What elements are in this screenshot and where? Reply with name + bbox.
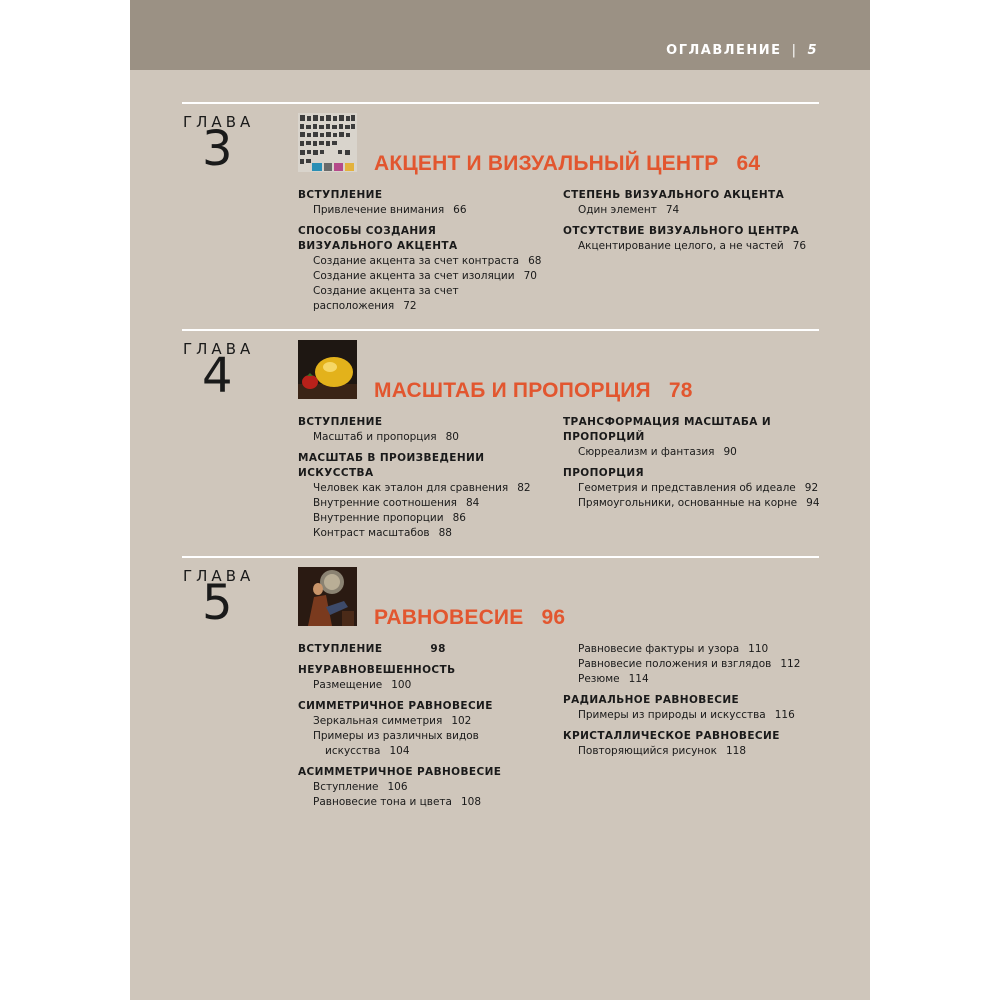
toc-entry[interactable]: Один элемент 74 bbox=[578, 204, 680, 216]
toc-entry[interactable]: Повторяющийся рисунок 118 bbox=[578, 745, 746, 757]
running-head-separator: | bbox=[791, 43, 798, 58]
toc-entry[interactable]: Равновесие положения и взглядов 112 bbox=[578, 658, 801, 670]
toc-entry[interactable]: Внутренние пропорции 86 bbox=[313, 512, 466, 524]
toc-entry[interactable]: Зеркальная симметрия 102 bbox=[313, 715, 472, 727]
toc-section[interactable]: АСИММЕТРИЧНОЕ РАВНОВЕСИЕ bbox=[298, 766, 502, 778]
toc-entry[interactable]: Привлечение внимания 66 bbox=[313, 204, 467, 216]
chapter-page: 78 bbox=[668, 379, 693, 402]
toc-column-left bbox=[298, 415, 558, 541]
toc-entry[interactable]: Геометрия и представления об идеале 92 bbox=[578, 482, 819, 494]
chapter-divider bbox=[182, 102, 819, 104]
toc-section[interactable]: РАДИАЛЬНОЕ РАВНОВЕСИЕ bbox=[563, 694, 740, 706]
toc-entry[interactable]: Равновесие тона и цвета 108 bbox=[313, 796, 482, 808]
toc-entry[interactable]: Создание акцента за счет контраста 68 bbox=[313, 255, 542, 267]
chapter-title[interactable] bbox=[374, 152, 760, 176]
toc-entry[interactable]: Размещение 100 bbox=[313, 679, 412, 691]
chapter-title-text: РАВНОВЕСИЕ bbox=[374, 606, 524, 629]
toc-entry[interactable]: Создание акцента за счет расположения 72 bbox=[313, 285, 459, 312]
chapter-thumbnail bbox=[298, 113, 357, 172]
toc-entry[interactable]: Примеры из природы и искусства 116 bbox=[578, 709, 795, 721]
chapter-title-text: МАСШТАБ И ПРОПОРЦИЯ bbox=[374, 379, 651, 402]
chapter-label: ГЛАВА bbox=[183, 340, 255, 358]
toc-section[interactable]: ТРАНСФОРМАЦИЯ МАСШТАБА И ПРОПОРЦИЙ bbox=[563, 416, 772, 443]
toc-section[interactable]: СТЕПЕНЬ ВИЗУАЛЬНОГО АКЦЕНТА bbox=[563, 189, 785, 201]
toc-entry[interactable]: Акцентирование целого, а не частей 76 bbox=[578, 240, 807, 252]
toc-column-left bbox=[298, 642, 558, 810]
toc-entry[interactable]: Вступление 106 bbox=[313, 781, 408, 793]
chapter-title[interactable] bbox=[374, 606, 565, 630]
page-number: 5 bbox=[807, 43, 818, 58]
toc-column-right bbox=[563, 188, 823, 254]
toc-entry[interactable]: Примеры из различных видов bbox=[313, 730, 479, 742]
running-head bbox=[666, 43, 818, 58]
running-head-title: ОГЛАВЛЕНИЕ bbox=[666, 43, 782, 58]
page-header-bar bbox=[130, 0, 870, 70]
toc-section[interactable]: ВСТУПЛЕНИЕ 98 bbox=[298, 643, 446, 655]
chapter-title[interactable] bbox=[374, 379, 693, 403]
toc-section[interactable]: ОТСУТСТВИЕ ВИЗУАЛЬНОГО ЦЕНТРА bbox=[563, 225, 800, 237]
toc-entry-continuation[interactable]: искусства 104 bbox=[325, 745, 410, 757]
chapter-thumbnail bbox=[298, 567, 357, 626]
toc-entry[interactable]: Сюрреализм и фантазия 90 bbox=[578, 446, 737, 458]
toc-section[interactable]: ПРОПОРЦИЯ bbox=[563, 467, 645, 479]
toc-entry[interactable]: Контраст масштабов 88 bbox=[313, 527, 452, 539]
toc-entry[interactable]: Прямоугольники, основанные на корне 94 bbox=[578, 497, 820, 509]
toc-entry[interactable]: Равновесие фактуры и узора 110 bbox=[578, 643, 769, 655]
toc-entry[interactable]: Масштаб и пропорция 80 bbox=[313, 431, 459, 443]
toc-column-right bbox=[563, 415, 823, 511]
toc-column-right bbox=[563, 642, 823, 759]
book-page bbox=[130, 0, 870, 1000]
chapter-page: 96 bbox=[541, 606, 566, 629]
toc-section[interactable]: СПОСОБЫ СОЗДАНИЯ ВИЗУАЛЬНОГО АКЦЕНТА bbox=[298, 225, 458, 252]
chapter-number: 3 bbox=[202, 121, 233, 177]
toc-section[interactable]: КРИСТАЛЛИЧЕСКОЕ РАВНОВЕСИЕ bbox=[563, 730, 780, 742]
chapter-page: 64 bbox=[736, 152, 761, 175]
chapter-title-text: АКЦЕНТ И ВИЗУАЛЬНЫЙ ЦЕНТР bbox=[374, 152, 719, 175]
toc-entry[interactable]: Внутренние соотношения 84 bbox=[313, 497, 480, 509]
chapter-label: ГЛАВА bbox=[183, 113, 255, 131]
toc-column-left bbox=[298, 188, 558, 314]
chapter-divider bbox=[182, 329, 819, 331]
toc-section[interactable]: МАСШТАБ В ПРОИЗВЕДЕНИИ ИСКУССТВА bbox=[298, 452, 485, 479]
chapter-number: 4 bbox=[202, 348, 233, 404]
toc-section[interactable]: ВСТУПЛЕНИЕ bbox=[298, 416, 383, 428]
toc-entry[interactable]: Создание акцента за счет изоляции 70 bbox=[313, 270, 537, 282]
toc-entry[interactable]: Резюме 114 bbox=[578, 673, 649, 685]
chapter-number: 5 bbox=[202, 575, 233, 631]
toc-section[interactable]: НЕУРАВНОВЕШЕННОСТЬ bbox=[298, 664, 456, 676]
chapter-thumbnail bbox=[298, 340, 357, 399]
chapter-divider bbox=[182, 556, 819, 558]
toc-entry[interactable]: Человек как эталон для сравнения 82 bbox=[313, 482, 531, 494]
toc-section[interactable]: ВСТУПЛЕНИЕ bbox=[298, 189, 383, 201]
chapter-label: ГЛАВА bbox=[183, 567, 255, 585]
toc-section[interactable]: СИММЕТРИЧНОЕ РАВНОВЕСИЕ bbox=[298, 700, 493, 712]
